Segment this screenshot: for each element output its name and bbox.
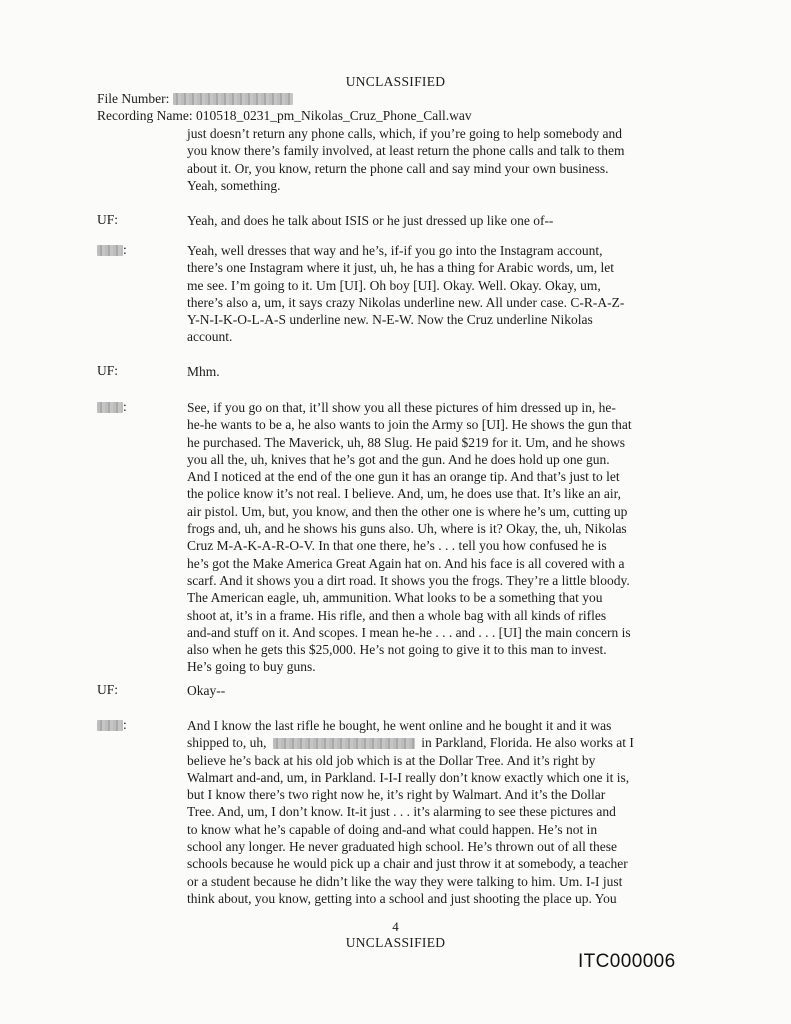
speech-line: Mhm. [187, 364, 220, 379]
redaction-block [173, 93, 293, 105]
recording-name-line [97, 108, 472, 124]
speech-line: he purchased. The Maverick, uh, 88 Slug. He paid $219 for it. Um, and he shows [187, 434, 626, 450]
speech-text [187, 682, 687, 699]
speech-line: Walmart and-and, um, in Parkland. I-I-I really don’t know exactly which one it is, [187, 769, 630, 785]
speech-line: to know what he’s capable of doing and-and what could happen. He’s not in [187, 821, 598, 837]
speech-line: He’s going to buy guns. [187, 659, 316, 675]
speech-line: you all the, uh, knives that he’s got and the gun. And he does hold up one gun. [187, 451, 610, 467]
speaker-label: : [97, 717, 177, 733]
speech-line: he’s got the Make America Great Again hat on. And his face is all covered with a [187, 555, 625, 571]
speech-line: believe he’s back at his old job which is at the Dollar Tree. And it’s right by [187, 752, 596, 768]
speaker-label: UF: [97, 363, 119, 378]
speech-line: and-and stuff on it. And scopes. I mean he-he . . . and . . . [UI] the main concern is [187, 624, 631, 640]
speaker-label: UF: [97, 682, 119, 697]
speech-line: Yeah, and does he talk about ISIS or he just dressed up like one of-- [187, 213, 554, 228]
speech-line: The American eagle, uh, ammunition. What looks to be a something that you [187, 590, 603, 606]
redaction-block [97, 720, 123, 731]
speech-text [187, 242, 687, 346]
speech-line: you know there’s family involved, at least return the phone calls and talk to them [187, 143, 625, 159]
speech-line: there’s also a, um, it says crazy Nikolas underline new. All under case. C-R-A-Z- [187, 294, 625, 310]
redaction-block [97, 245, 123, 256]
redaction-block [273, 738, 415, 749]
classification-footer: UNCLASSIFIED [345, 935, 446, 950]
speech-line: And I know the last rifle he bought, he went online and he bought it and it was [187, 718, 612, 733]
speech-text [187, 125, 687, 194]
speech-line: think about, you know, getting into a school and just shooting the place up. You [187, 890, 617, 906]
speech-line: the police know it’s not real. I believe. And, um, he does use that. It’s like an air, [187, 486, 621, 502]
speech-line: schools because he would pick up a chair and just throw it at somebody, a teacher [187, 856, 628, 872]
speech-line: also when he gets this $25,000. He’s not going to give it to this man to invest. [187, 642, 607, 658]
speaker-label: : [97, 399, 177, 415]
speaker-label: UF: [97, 212, 119, 227]
speech-line: Y-N-I-K-O-L-A-S underline new. N-E-W. Now the Cruz underline Nikolas [187, 312, 593, 328]
redaction-block [97, 402, 123, 413]
speech-text [187, 717, 687, 907]
speech-line: Okay-- [187, 683, 226, 698]
speech-text [187, 399, 687, 676]
speech-line: school any longer. He never graduated high school. He’s thrown out of all these [187, 839, 618, 855]
file-number-label: File Number: [97, 91, 170, 106]
classification-header: UNCLASSIFIED [345, 74, 446, 89]
speech-line: he-he wants to be a, he also wants to join the Army so [UI]. He shows the gun that [187, 417, 632, 433]
speech-line: shoot at, it’s in a frame. His rifle, and then a whole bag with all kinds of rifles [187, 607, 607, 623]
speech-line: shipped to, uh, in Parkland, Florida. He also works at I [187, 735, 634, 751]
speaker-label: : [97, 242, 177, 258]
speech-line: Yeah, something. [187, 177, 281, 193]
bates-stamp: ITC000006 [578, 951, 676, 972]
page-number: 4 [392, 919, 399, 934]
speech-line: air pistol. Um, but, you know, and then the other one is where he’s um, cutting up [187, 503, 628, 519]
speech-line: but I know there’s two right now he, it’s right by Walmart. And it’s the Dollar [187, 787, 606, 803]
speech-line: or a student because he didn’t like the way they were talking to him. Um. I-I just [187, 873, 623, 889]
speech-line: And I noticed at the end of the one gun it has an orange tip. And that’s just to let [187, 469, 620, 485]
speech-line: account. [187, 329, 233, 345]
speech-line: scarf. And it shows you a dirt road. It shows you the frogs. They’re a little bloody. [187, 572, 630, 588]
speech-line: Yeah, well dresses that way and he’s, if-if you go into the Instagram account, [187, 243, 603, 258]
file-number-line [97, 91, 293, 107]
recording-name-label: Recording Name: [97, 108, 193, 123]
speech-line: me see. I’m going to it. Um [UI]. Oh boy [UI]. Okay. Well. Okay. Okay, um, [187, 277, 601, 293]
speech-text [187, 212, 687, 229]
speech-line: just doesn’t return any phone calls, which, if you’re going to help somebody and [187, 126, 623, 141]
speech-text [187, 363, 687, 380]
speech-line: Cruz M-A-K-A-R-O-V. In that one there, he’s . . . tell you how confused he is [187, 538, 607, 554]
speech-line: about it. Or, you know, return the phone call and say mind your own business. [187, 160, 609, 176]
recording-name-value: 010518_0231_pm_Nikolas_Cruz_Phone_Call.wav [195, 108, 472, 123]
speech-line: See, if you go on that, it’ll show you all these pictures of him dressed up in, he- [187, 400, 616, 415]
speech-line: frogs and, uh, and he shows his guns also. Uh, where is it? Okay, the, uh, Nikolas [187, 521, 627, 537]
speech-line: there’s one Instagram where it just, uh, he has a thing for Arabic words, um, let [187, 260, 615, 276]
speech-line: Tree. And, um, I don’t know. It-it just . . . it’s alarming to see these pictures and [187, 804, 616, 820]
